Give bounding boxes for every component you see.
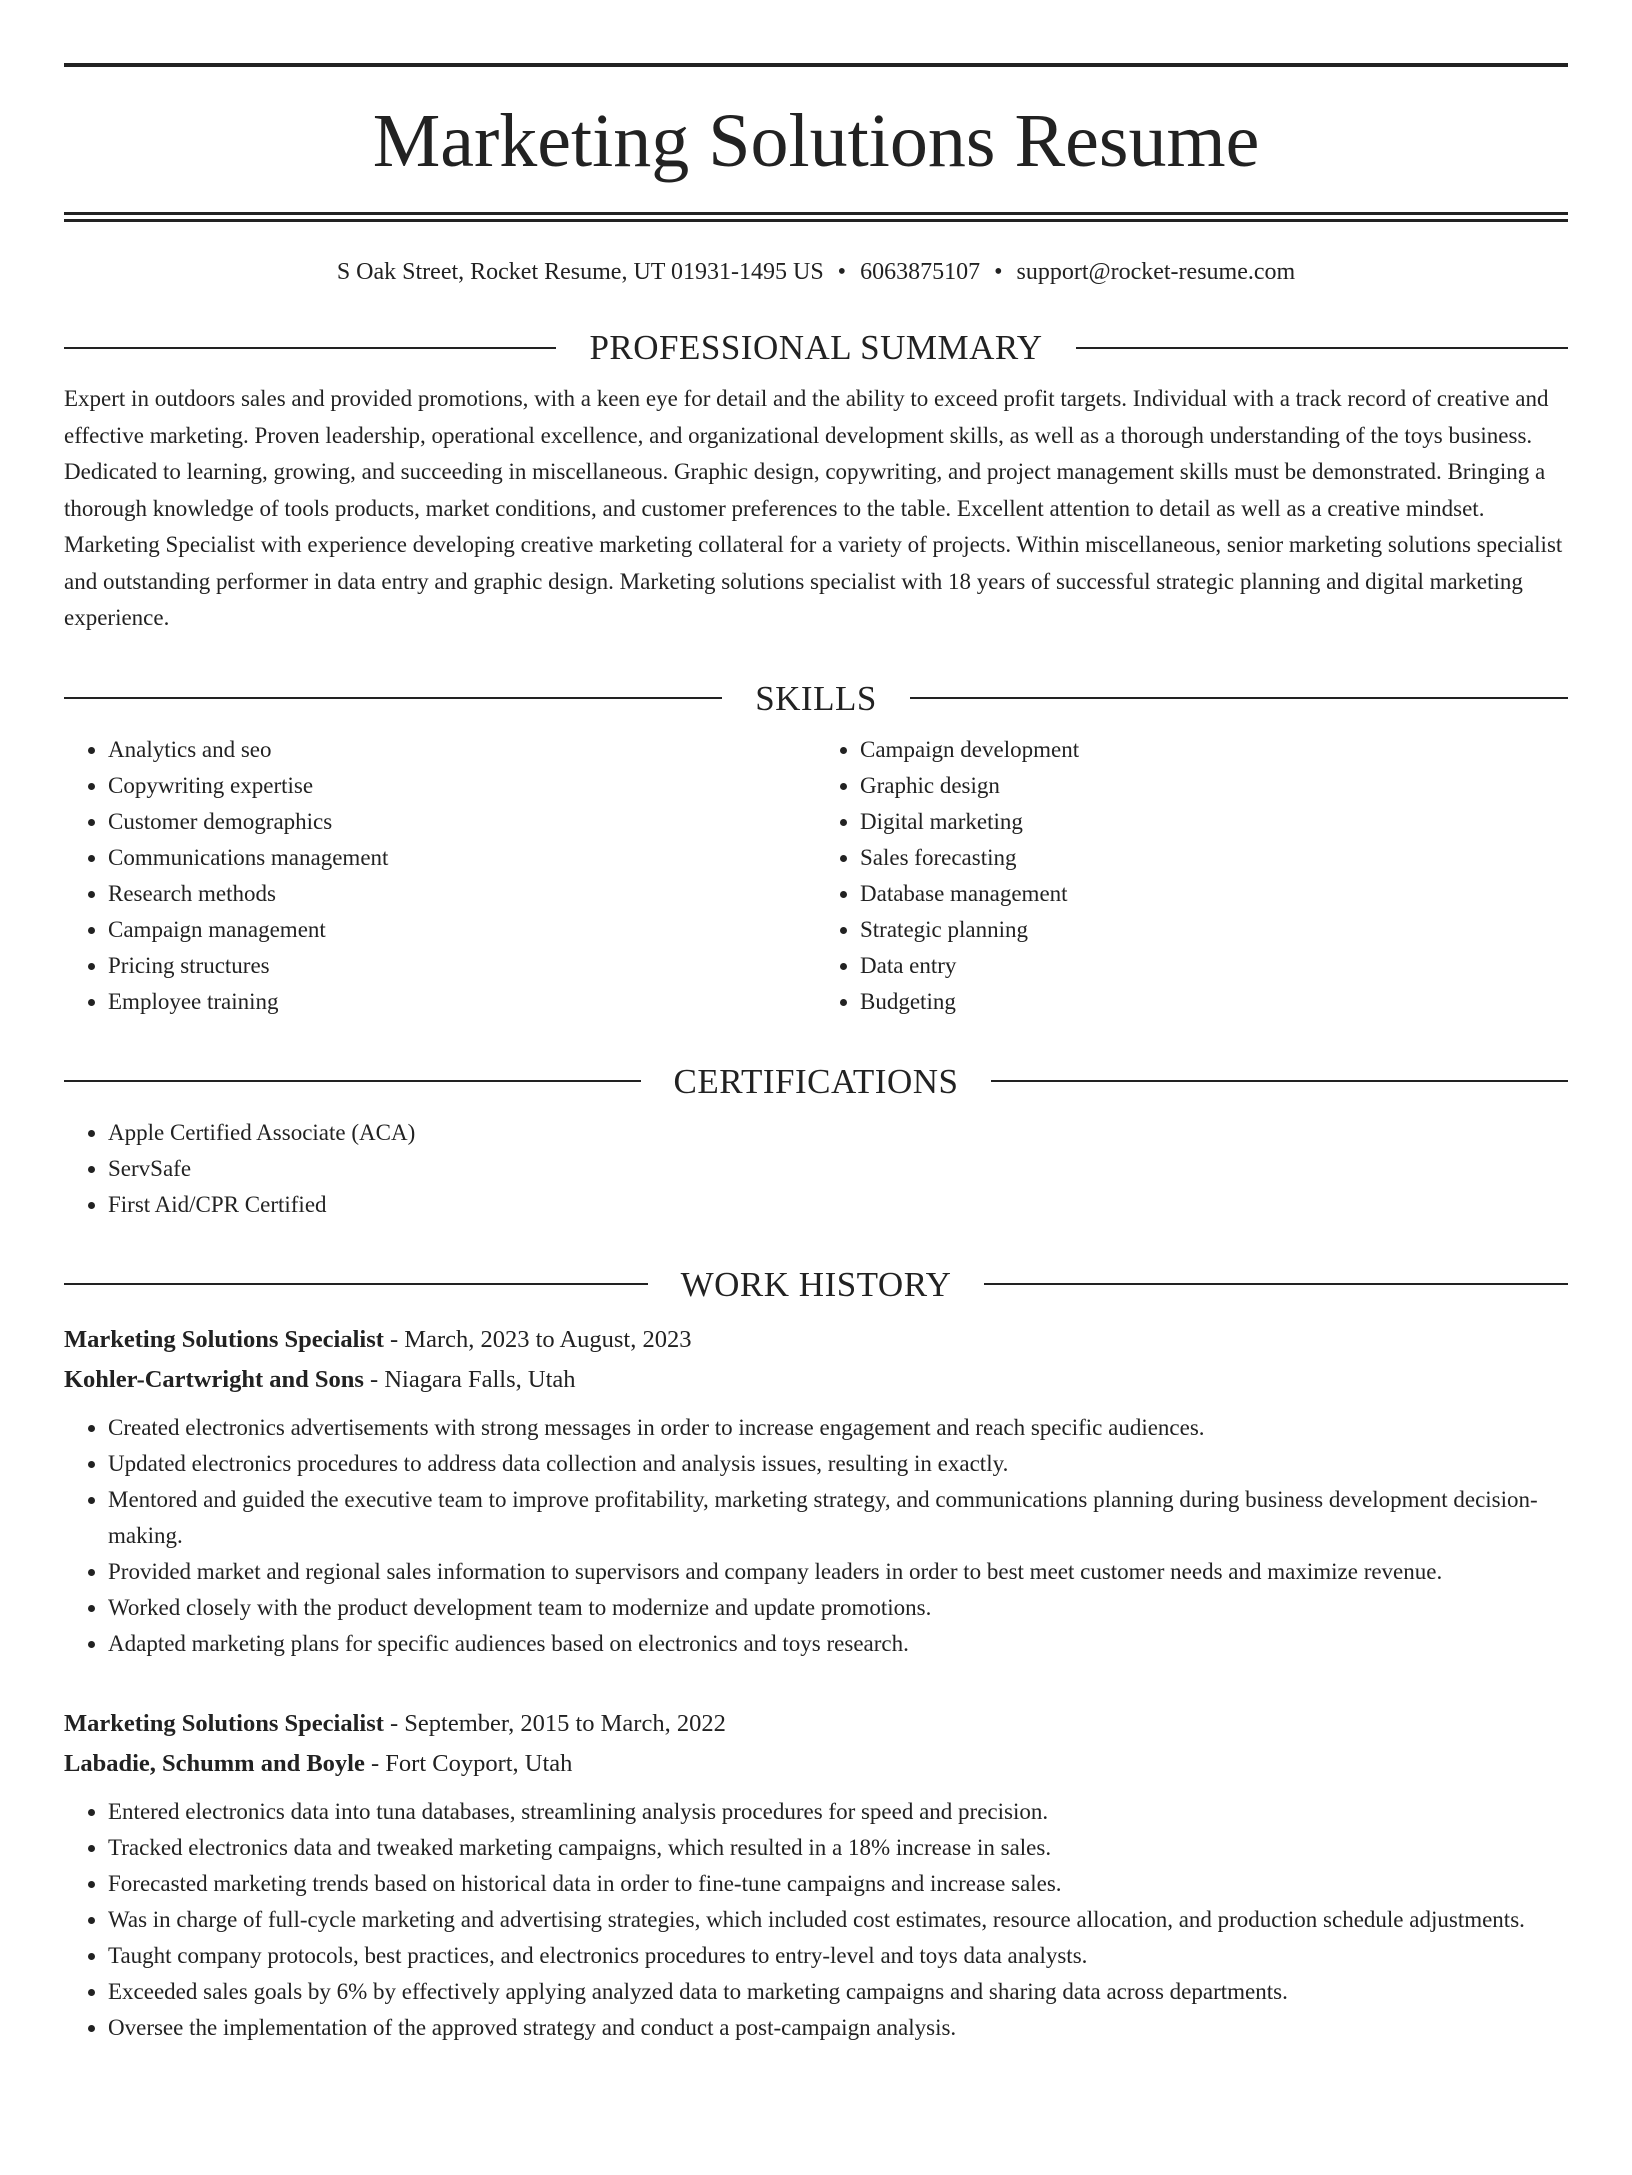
page-title: Marketing Solutions Resume xyxy=(372,99,1260,183)
skill-item: • Research methods xyxy=(108,876,816,912)
skill-item: • Campaign management xyxy=(108,912,816,948)
job-bullet: • Provided market and regional sales information to supervisors and company leaders in order to best meet customer needs and maximize revenue. xyxy=(108,1554,1568,1590)
skills-section-header xyxy=(64,678,1568,718)
job-bullet: • Adapted marketing plans for specific audiences based on electronics and toys research. xyxy=(108,1626,1568,1662)
job-company: Kohler-Cartwright and Sons xyxy=(64,1365,364,1393)
summary-section-header xyxy=(64,330,1568,365)
work-section-header xyxy=(64,1264,1568,1304)
summary-heading: PROFESSIONAL SUMMARY xyxy=(589,328,1043,367)
section-rule-left xyxy=(64,1283,648,1285)
skill-item: • Database management xyxy=(860,876,1568,912)
job-company-line xyxy=(64,1744,1568,1784)
skills-list-right xyxy=(816,732,1568,1020)
job-dates: - March, 2023 to August, 2023 xyxy=(383,1325,692,1353)
skill-item: • Graphic design xyxy=(860,768,1568,804)
job-bullets xyxy=(64,1794,1568,2046)
skills-columns xyxy=(64,732,1568,1020)
job-title-line xyxy=(64,1320,1568,1360)
certifications-list xyxy=(64,1115,1568,1223)
skill-item: • Data entry xyxy=(860,948,1568,984)
resume-page xyxy=(0,63,1632,2175)
job-bullet: • Oversee the implementation of the approved strategy and conduct a post-campaign analysis. xyxy=(108,2010,1568,2046)
skills-list-left xyxy=(64,732,816,1020)
contact-separator: • xyxy=(994,259,1003,285)
contact-email: support@rocket-resume.com xyxy=(1016,259,1296,285)
job-title: Marketing Solutions Specialist xyxy=(64,1325,384,1353)
skill-item: • Analytics and seo xyxy=(108,732,816,768)
skill-item: • Copywriting expertise xyxy=(108,768,816,804)
job-title: Marketing Solutions Specialist xyxy=(64,1709,384,1737)
title-double-rule xyxy=(64,212,1568,222)
certification-item: • Apple Certified Associate (ACA) xyxy=(108,1115,1568,1151)
skill-item: • Budgeting xyxy=(860,984,1568,1020)
work-heading: WORK HISTORY xyxy=(680,1264,952,1304)
job-company: Labadie, Schumm and Boyle xyxy=(64,1749,365,1777)
section-rule-right xyxy=(991,1080,1568,1082)
section-rule-right xyxy=(984,1283,1568,1285)
job-bullets xyxy=(64,1410,1568,1662)
section-rule-left xyxy=(64,697,722,699)
skills-heading: SKILLS xyxy=(755,678,877,718)
skill-item: • Customer demographics xyxy=(108,804,816,840)
job-bullet: • Updated electronics procedures to address data collection and analysis issues, resulting in exactly. xyxy=(108,1446,1568,1482)
job-company-line xyxy=(64,1360,1568,1400)
job-entry xyxy=(64,1704,1568,2046)
section-rule-left xyxy=(64,1080,641,1082)
certification-item: • First Aid/CPR Certified xyxy=(108,1187,1568,1223)
job-bullet: • Mentored and guided the executive team to improve profitability, marketing strategy, and communications planning during business development decision-making. xyxy=(108,1482,1568,1554)
skill-item: • Employee training xyxy=(108,984,816,1020)
job-bullet: • Tracked electronics data and tweaked marketing campaigns, which resulted in a 18% increase in sales. xyxy=(108,1830,1568,1866)
job-bullet: • Exceeded sales goals by 6% by effectively applying analyzed data to marketing campaigns and sharing data across departments. xyxy=(108,1974,1568,2010)
summary-text: Expert in outdoors sales and provided promotions, with a keen eye for detail and the ability to exceed profit targets. Individual with a track record of creative and effective marketing. Proven leadership, operational excellence, and organizational development skills, as well as a thorough understanding of the toys business. Dedicated to learning, growing, and succeeding in miscellaneous. Graphic design, copywriting, and project management skills must be demonstrated. Bringing a thorough knowledge of tools products, market conditions, and customer preferences to the table. Excellent attention to detail as well as a creative mindset. Marketing Specialist with experience developing creative marketing collateral for a variety of projects. Within miscellaneous, senior marketing solutions specialist and outstanding performer in data entry and graphic design. Marketing solutions specialist with 18 years of successful strategic planning and digital marketing experience. xyxy=(64,386,1563,630)
job-bullet: • Was in charge of full-cycle marketing and advertising strategies, which included cost estimates, resource allocation, and production schedule adjustments. xyxy=(108,1902,1568,1938)
job-bullet: • Forecasted marketing trends based on historical data in order to fine-tune campaigns and increase sales. xyxy=(108,1866,1568,1902)
job-bullet: • Created electronics advertisements with strong messages in order to increase engagement and reach specific audiences. xyxy=(108,1410,1568,1446)
skill-item: • Sales forecasting xyxy=(860,840,1568,876)
contact-line xyxy=(64,259,1568,286)
contact-separator: • xyxy=(837,259,847,285)
skill-item: • Digital marketing xyxy=(860,804,1568,840)
job-entry xyxy=(64,1320,1568,1662)
job-bullet: • Entered electronics data into tuna databases, streamlining analysis procedures for speed and precision. xyxy=(108,1794,1568,1830)
section-rule-right xyxy=(1076,347,1568,349)
skill-item: • Campaign development xyxy=(860,732,1568,768)
certifications-heading: CERTIFICATIONS xyxy=(673,1061,959,1101)
job-location: - Niagara Falls, Utah xyxy=(363,1365,576,1393)
job-bullet: • Taught company protocols, best practices, and electronics procedures to entry-level and toys data analysts. xyxy=(108,1938,1568,1974)
certification-item: • ServSafe xyxy=(108,1151,1568,1187)
skill-item: • Strategic planning xyxy=(860,912,1568,948)
section-rule-right xyxy=(910,697,1568,699)
job-dates: - September, 2015 to March, 2022 xyxy=(383,1709,726,1737)
job-title-line xyxy=(64,1704,1568,1744)
skill-item: • Pricing structures xyxy=(108,948,816,984)
contact-address: S Oak Street, Rocket Resume, UT 01931-1495 US xyxy=(336,259,824,285)
job-bullet: • Worked closely with the product development team to modernize and update promotions. xyxy=(108,1590,1568,1626)
skill-item: • Communications management xyxy=(108,840,816,876)
contact-phone: 6063875107 xyxy=(860,259,981,285)
section-rule-left xyxy=(64,347,556,349)
job-location: - Fort Coyport, Utah xyxy=(364,1749,573,1777)
certifications-section-header xyxy=(64,1061,1568,1101)
